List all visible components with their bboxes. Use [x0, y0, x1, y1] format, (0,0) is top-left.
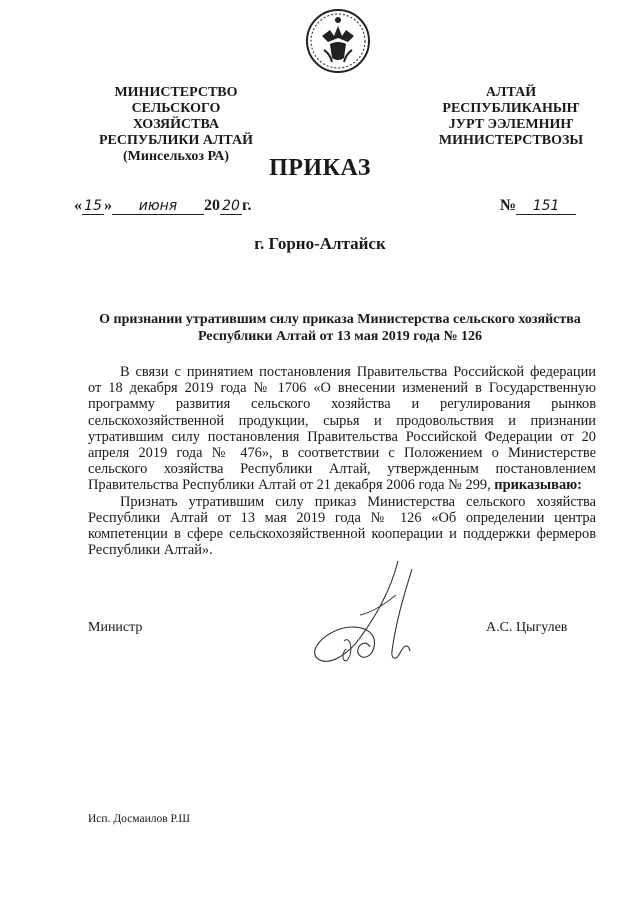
- order-keyword: приказываю:: [494, 477, 582, 494]
- body-paragraph: [88, 364, 596, 494]
- order-subject: О признании утратившим силу приказа Министерства сельского хозяйства Республики Алтай от 13 мая 2019 года № 126: [99, 312, 581, 344]
- number-label: №: [500, 197, 517, 214]
- date-year-prefix: 20: [204, 197, 220, 214]
- date-year-end: г.: [242, 197, 252, 214]
- date-open-quote: «: [74, 197, 82, 214]
- header-line: СЕЛЬСКОГО ХОЗЯЙСТВА: [131, 101, 221, 132]
- signer-name: А.С. Цыгулев: [486, 620, 568, 635]
- header-line: РЕСПУБЛИКИ АЛТАЙ: [98, 133, 254, 148]
- order-number: [500, 197, 576, 215]
- document-title: ПРИКАЗ: [269, 155, 371, 181]
- header-line: (Минсельхоз РА): [123, 149, 229, 164]
- date-close-quote: »: [104, 197, 112, 214]
- order-date: [74, 197, 251, 215]
- ministry-header-russian: [88, 85, 264, 165]
- city: г. Горно-Алтайск: [254, 234, 386, 253]
- order-body: [88, 364, 596, 558]
- paragraph-text: В связи с принятием постановления Правительства Российской федерации от 18 декабря 2019 года № 1706 «О внесении изменений в Государственную программу развития сельского хозяйства и регулирования рынков сельскохозяйственной продукции, сырья и продовольствия и признании утратившим силу постановления Правительства Российской Федерации от 20 апреля 2019 года № 476», в соответствии с Положением о Министерстве сельского хозяйства Республики Алтай, утвержденным постановлением Правительства Республики Алтай от 21 декабря 2006 года № 299,: [88, 364, 596, 494]
- signature-icon: [300, 555, 450, 680]
- header-line: МИНИСТЕРСТВОЗЫ: [438, 133, 584, 148]
- date-year-suffix: 20: [220, 198, 242, 215]
- header-line: РЕСПУБЛИКАНЫҤ: [442, 101, 580, 116]
- executor-note: Исп. Досмаилов Р.Ш: [88, 813, 190, 825]
- header-line: МИНИСТЕРСТВО: [114, 85, 238, 100]
- emblem-icon: [300, 6, 376, 76]
- header-line: ЈУРТ ЭЭЛЕМНИҤ: [448, 117, 574, 132]
- signer-position: Министр: [88, 620, 143, 635]
- number-value: 151: [516, 198, 576, 215]
- date-day: 15: [82, 198, 104, 215]
- body-paragraph: Признать утратившим силу приказ Министерства сельского хозяйства Республики Алтай от 13 мая 2019 года № 126 «Об определении центра компетенции в сфере сельскохозяйственной кооперации и поддержки фермеров Республики Алтай».: [88, 493, 596, 559]
- date-month: июня: [112, 198, 204, 215]
- ministry-header-altai: [426, 85, 596, 149]
- header-line: АЛТАЙ: [485, 85, 537, 100]
